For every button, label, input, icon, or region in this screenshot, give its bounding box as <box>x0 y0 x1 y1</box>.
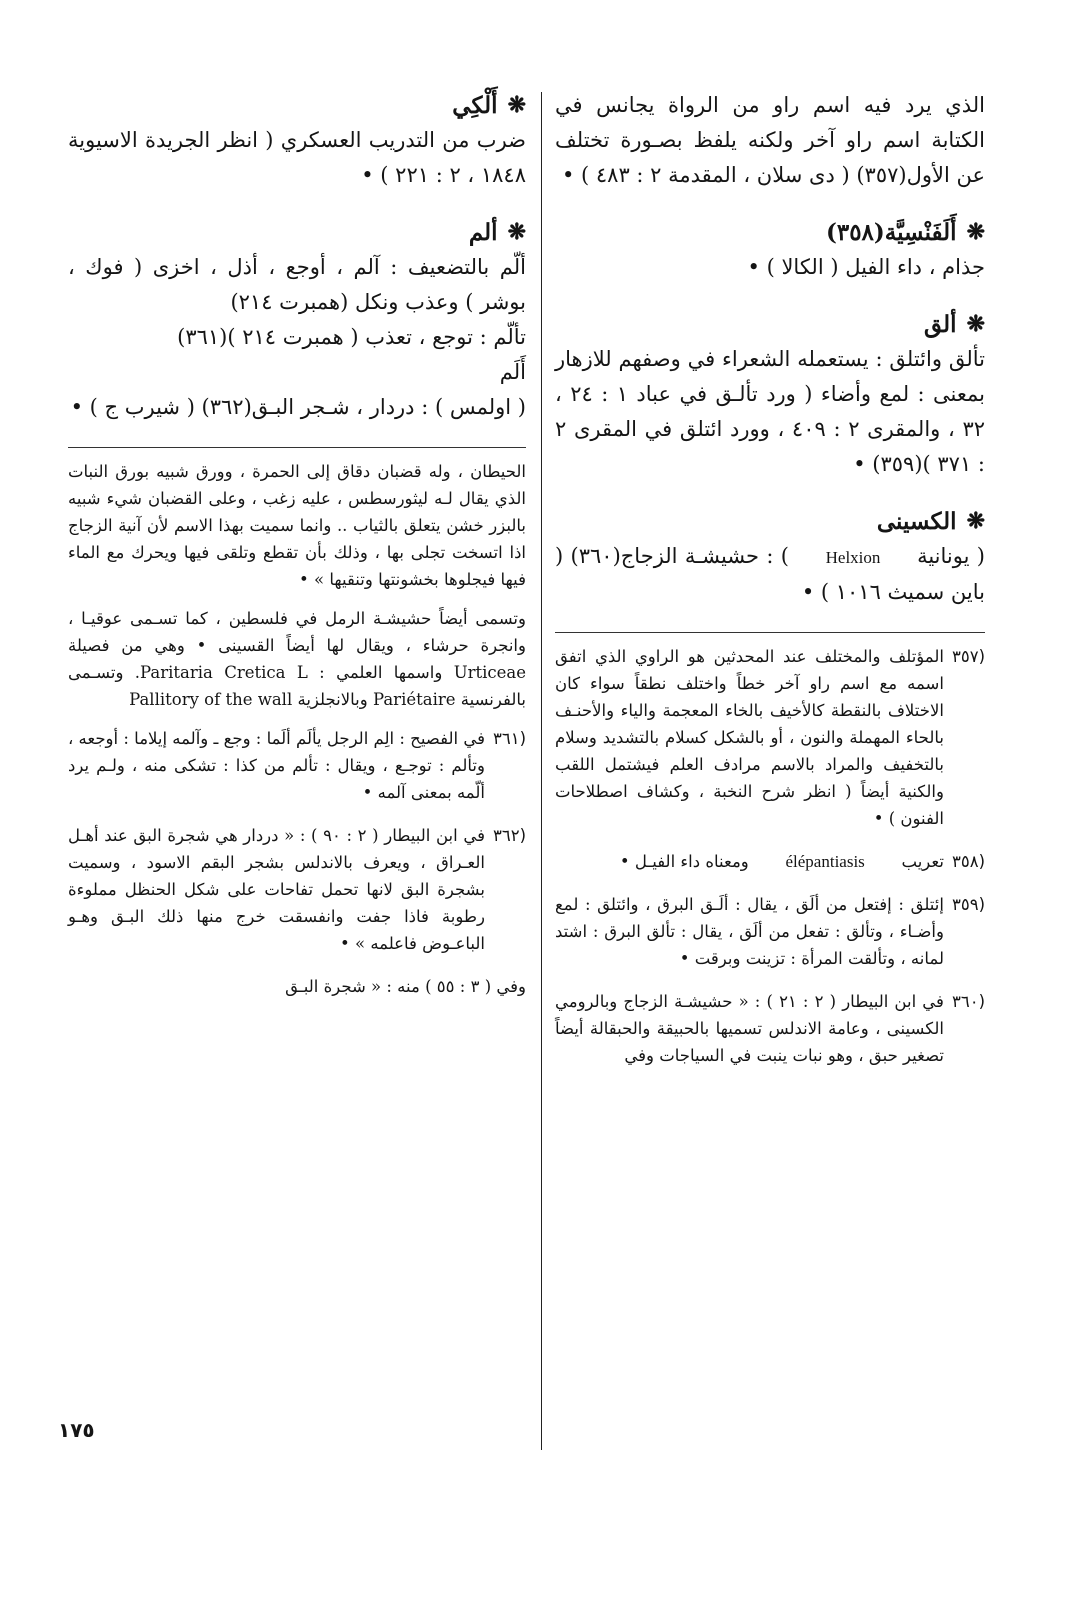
entry-text: ( يونانية Helxion ) : حشيشـة الزجاج(٣٦٠) ( باين سميث ١٠١٦ ) • <box>555 544 985 604</box>
footnote-357 <box>555 643 985 832</box>
footnote-359 <box>555 891 985 972</box>
headword: أَلْكِي <box>452 92 498 119</box>
star-icon: ❋ <box>966 311 985 337</box>
star-icon: ❋ <box>966 219 985 245</box>
entry-alkasini <box>555 504 985 610</box>
footnote-text: في ابن البيطار ( ٢ : ٢١ ) : « حشيشـة الزجاج وبالرومي الكسينى ، وعامة الاندلس تسميها بالحبيقة والحبقالة أيضاً تصغير حبق ، وهو نبات ينبت في السياجات وفي <box>555 992 944 1065</box>
footnote-text: تعريب élépantiasis ومعناه داء الفيـل • <box>619 852 944 871</box>
entry-alfansiyya <box>555 215 985 285</box>
footnote-rule <box>555 632 985 633</box>
footnote-text: المؤتلف والمختلف عند المحدثين هو الراوي الذي اتفق اسمه مع اسم راو آخر خطاً واختلف نطقاً سواء كان الاختلاف بالنقطة كالأخيف بالخاء المعجمة والياء والأحنـف بالحاء المهملة والنون ، أو بالشكل كسلام بالتشديد وسلام بالتخفيف والمراد بالاسم مرادف العلم فيشتمل اللقب والكنية أيضاً ( انظر شرح النخبة ، وكشاف اصطلاحات الفنون ) • <box>555 647 944 828</box>
entry-line: ( اولمس ) : دردار ، شـجر البـق(٣٦٢) ( شيرب ج ) • <box>70 395 526 419</box>
footnote-text: في ابن البيطار ( ٢ : ٩٠ ) : « دردار هي شجرة البق عند أهـل العـراق ، ويعرف بالاندلس بشجر البقم الاسود ، وسميت بشجرة البق لانها تحمل تفاحات على شكل الحنظل مملوءة رطوبة فاذا جفت وانفسقت خرج منها ذلك البـق وهـو الباعـوض فاعلمه » • <box>68 826 485 953</box>
footnote-number: (٣٥٧ <box>951 647 985 666</box>
footnote-number: (٣٥٨ <box>951 852 985 871</box>
footnote-362 <box>68 822 526 957</box>
entry-alki <box>68 88 526 193</box>
entry-line: ألّم بالتضعيف : آلم ، أوجع ، أذل ، اخزى ( فوك ، بوشر ) وعذب ونكل (همبرت ٢١٤) <box>68 255 526 314</box>
footnote-361 <box>68 725 526 806</box>
headword: ألم <box>468 219 498 246</box>
star-icon: ❋ <box>507 92 526 118</box>
continuation-text: وتسمى أيضاً حشيشـة الرمل في فلسطين ، كما تسـمى عوقيـا ، وانجرة حرشاء ، ويقال لها أيضاً القسينى • وهي من فصيلة Urticeae واسمها العلمي : Paritaria Cretica L. وتسـمى بالفرنسية Pariétaire وبالانجلزية Pallitory of the wall <box>68 609 526 709</box>
continuation-last-line: وفي ( ٣ : ٥٥ ) منه : « شجرة البـق <box>285 977 526 996</box>
footnote-rule <box>68 447 526 448</box>
star-icon: ❋ <box>507 219 526 245</box>
footnote-360 <box>555 988 985 1069</box>
left-column <box>68 88 526 1012</box>
intro-paragraph <box>555 88 985 193</box>
footnote-number: (٣٦١ <box>492 729 526 748</box>
latin-term: élépantiasis <box>785 852 865 871</box>
left-footnotes <box>68 458 526 1000</box>
headword: أَلَفَنْسِيَّة(٣٥٨) <box>825 219 957 246</box>
latin-term: Helxion <box>825 548 881 567</box>
entry-line: تألّم : توجع ، تعذب ( همبرت ٢١٤ )(٣٦١) <box>177 325 526 349</box>
entry-text: ضرب من التدريب العسكري ( انظر الجريدة الاسيوية ١٨٤٨ ، ٢ : ٢٢١ ) • <box>68 128 526 187</box>
right-footnotes <box>555 643 985 1069</box>
column-divider <box>541 92 542 1450</box>
footnote-number: (٣٥٩ <box>951 895 985 914</box>
entry-text: جذام ، داء الفيل ( الكالا ) • <box>747 255 985 279</box>
footnote-text: في الفصيح : الِم الرجل يألَم ألَما : وجع ـ وآلمه إيلاما : أوجعه ، وتألم : توجـع ، ويقال : تألم من كذا : تشكى منه ، ولـم يرد ألّمه بمعنى آلمه • <box>67 729 485 802</box>
footnote-number: (٣٦٠ <box>951 992 985 1011</box>
headword: ألق <box>923 311 957 338</box>
star-icon: ❋ <box>966 508 985 534</box>
right-column <box>555 88 985 1085</box>
footnote-358 <box>555 848 985 875</box>
entry-alq <box>555 307 985 482</box>
entry-text: تألق وائتلق : يستعمله الشعراء في وصفهم للازهار بمعنى : لمع وأضاء ( ورد تألـق في عباد ١ : ٢٤ ، ٣٢ ، والمقرى ٢ : ٤٠٩ ، وورد ائتلق في المقرى ٢ : ٣٧١ )(٣٥٩) • <box>555 347 985 476</box>
footnote-number: (٣٦٢ <box>492 826 526 845</box>
footnote-text: إئتلق : إفتعل من ألَق ، يقال : ألَـق البرق ، وائتلق : لمع وأضـاء ، وتألق : تفعل من ألَق ، يقال : تألق البرق : اشتد لمانه ، وتألقت المرأة : تزينت وبرقت • <box>555 895 944 968</box>
intro-text: الذي يرد فيه اسم راو من الرواة يجانس في الكتابة اسم راو آخر ولكنه يلفظ بصـورة تختلف عن الأول(٣٥٧) ( دى سلان ، المقدمة ٢ : ٤٨٣ ) • <box>555 93 985 187</box>
entry-line: أَلَم <box>499 360 526 384</box>
continuation-text: الحيطان ، وله قضبان دقاق إلى الحمرة ، وورق شبيه بورق النبات الذي يقال لـه ليثورسطس ، عليه زغب ، وعلى القضبان شيء شبيه بالبزر خشن يتعلق بالثياب .. وانما سميت بهذا الاسم لأن آنية الزجاج اذا اتسخت تجلى بها ، وذلك بأن تقطع وتلقى فيها ويحرك مع الماء فيها فيجلوها بخشونتها وتنقيها » • <box>68 462 526 589</box>
page-number: ١٧٥ <box>58 1418 95 1442</box>
entry-alam <box>68 215 526 425</box>
headword: الكسينى <box>876 508 957 535</box>
